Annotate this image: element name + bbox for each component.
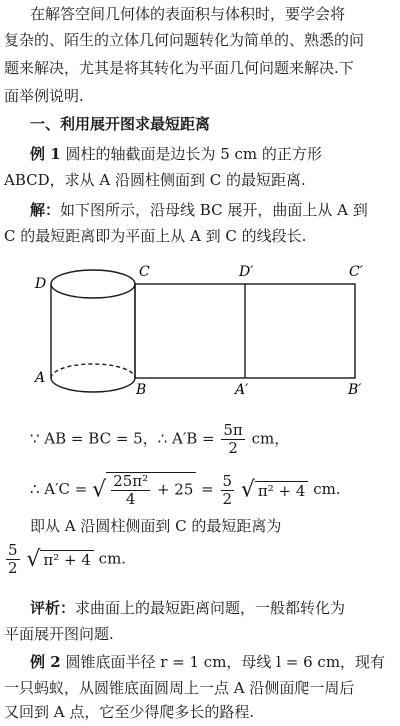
conclusion-line-2 (4, 542, 126, 577)
solution-label: 解： (30, 201, 61, 219)
math-2-num2: 5 (222, 471, 233, 490)
math-2-den: 4 (125, 490, 136, 508)
example-2-text-1: 圆锥底面半径 r = 1 cm，母线 l = 6 cm，现有 (65, 653, 386, 671)
math-2-den2: 2 (222, 489, 233, 508)
radical-sign-3: √ (26, 547, 41, 572)
math-2-radicand (106, 472, 196, 508)
comment-label: 评析： (30, 599, 76, 617)
label-D: D (35, 276, 47, 292)
math-2-fraction (111, 473, 150, 508)
cylinder-bottom-back (51, 364, 135, 378)
example-2-line-2: 一只蚂蚁，从圆锥底面圆周上一点 A 沿侧面爬一周后 (4, 679, 355, 697)
math-2-fraction-2 (221, 473, 235, 508)
label-B: B (136, 382, 147, 398)
conclusion-fraction (6, 542, 20, 577)
math-2-unit: cm. (313, 480, 341, 498)
cylinder-unfold-figure (0, 262, 400, 402)
math-2-rad: π² + 4 (255, 481, 309, 500)
conclusion-num: 5 (8, 541, 18, 559)
cylinder-bottom-front (51, 378, 135, 392)
intro-line-2: 复杂的、陌生的立体几何问题转化为简单的、熟悉的问 (4, 31, 365, 49)
math-line-2 (30, 472, 341, 508)
example-2-line-1 (0, 652, 400, 672)
intro-line-3: 题来解决，尤其是将其转化为平面几何问题来解决.下 (4, 59, 354, 77)
example-2-line-3: 又回到 A 点，它至少得爬多长的路程. (4, 703, 255, 721)
cylinder-top-ellipse (51, 270, 135, 298)
solution-text-1: 如下图所示，沿母线 BC 展开，曲面上从 A 到 (60, 201, 368, 219)
example-1-label: 例 1 (30, 145, 61, 163)
section-heading: 一、利用展开图求最短距离 (30, 115, 211, 133)
example-1-line-1 (0, 144, 400, 164)
label-B-prime: B′ (348, 382, 362, 398)
comment-text-1: 求曲面上的最短距离问题，一般都转化为 (75, 599, 346, 617)
solution-line-2: C 的最短距离即为平面上从 A 到 C 的线段长. (4, 227, 307, 245)
radical-sign: √ (92, 477, 107, 503)
math-1-fraction (221, 422, 244, 457)
conclusion-den: 2 (8, 559, 18, 577)
intro-line-1: 在解答空间几何体的表面积与体积时，要学会将 (30, 5, 346, 23)
label-A: A (35, 370, 46, 386)
label-D-prime: D′ (239, 264, 254, 280)
math-1-lhs: ∵ AB = BC = 5，∴ A′B = (30, 429, 215, 448)
math-2-plus: + 25 (156, 480, 194, 499)
math-1-den: 2 (228, 439, 238, 457)
radical-sign-2: √ (240, 477, 255, 503)
comment-line-1 (0, 598, 400, 618)
math-2-lhs: ∴ A′C = (30, 480, 88, 498)
conclusion-unit: cm. (98, 549, 127, 568)
example-1-line-2: ABCD，求从 A 沿圆柱侧面到 C 的最短距离. (4, 171, 306, 189)
math-2-eq: = (201, 480, 214, 498)
comment-line-2: 平面展开图问题. (4, 625, 114, 643)
label-C-prime: C′ (349, 264, 363, 280)
solution-line-1 (0, 200, 400, 220)
math-1-unit: cm， (251, 429, 290, 448)
math-1-num: 5π (223, 421, 243, 439)
example-2-label: 例 2 (30, 653, 61, 671)
label-C: C (139, 264, 150, 280)
example-1-text-1: 圆柱的轴截面是边长为 5 cm 的正方形 (65, 145, 322, 163)
math-line-1 (30, 422, 289, 457)
intro-line-4: 面举例说明. (4, 87, 84, 105)
label-A-prime: A′ (235, 382, 249, 398)
conclusion-rad: π² + 4 (40, 550, 94, 569)
conclusion-line-1: 即从 A 沿圆柱侧面到 C 的最短距离为 (30, 517, 282, 535)
math-2-num: 25π² (113, 472, 149, 490)
